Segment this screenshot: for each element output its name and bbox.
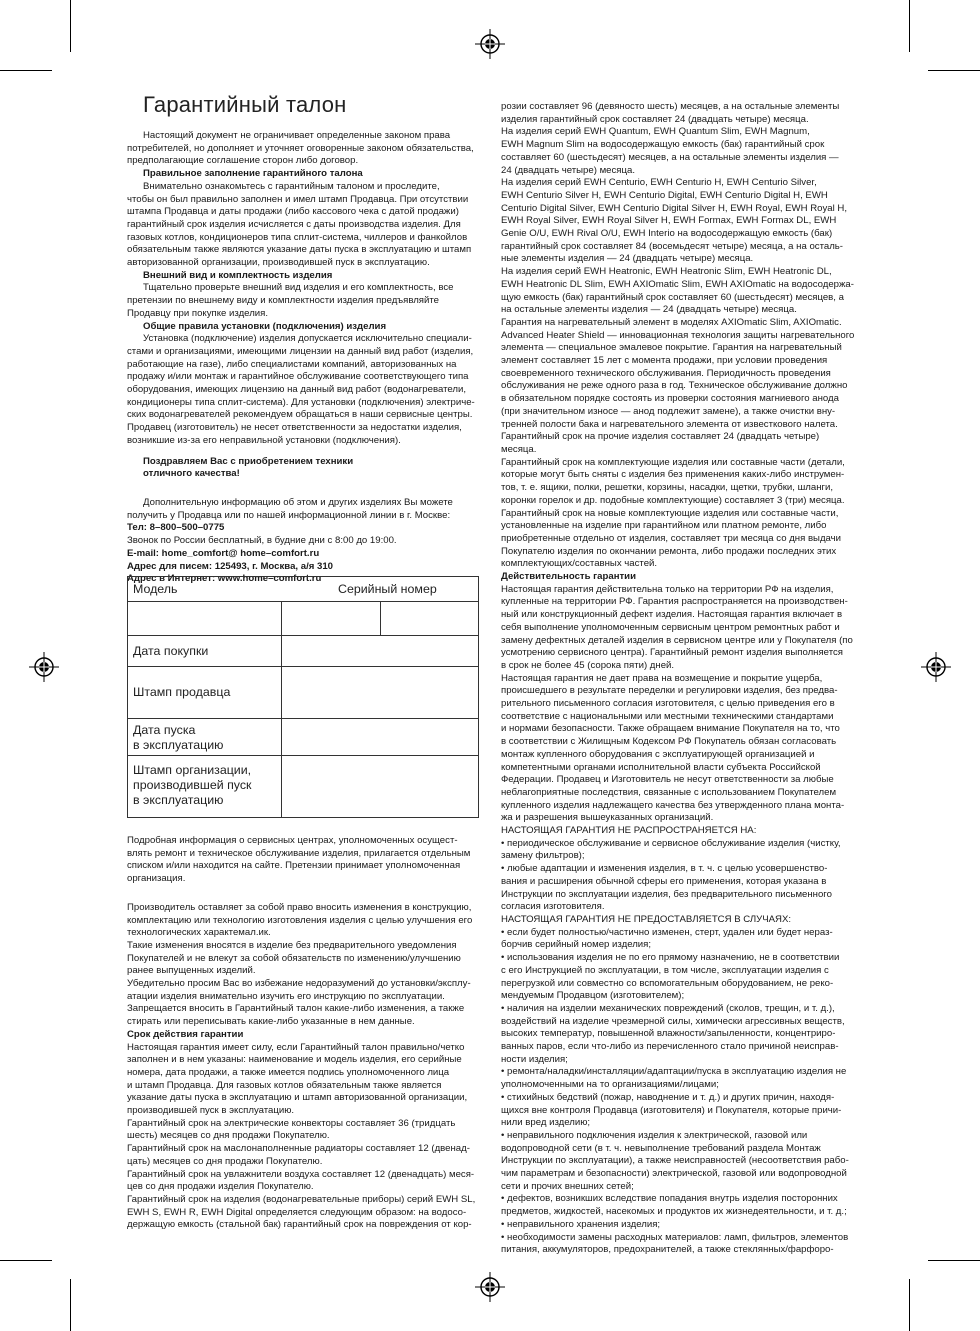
crop-mark [70, 1279, 71, 1331]
text-line: ванных паров, если что-либо из перечисленного стало причиной неиспрaв- [501, 1041, 839, 1053]
text-line: водопроводной сети (в т. ч. невыполнение требований раздела Монтаж [501, 1142, 821, 1154]
section-paragraph [127, 181, 479, 270]
section-heading: Внешний вид и комплектность изделия [143, 269, 333, 281]
text-line: Advanced Heater Shield — инновационная технология защиты нагревательного [501, 329, 855, 341]
text-line: • дефектов, возникших вследствие попадания внутрь изделия посторонних [501, 1193, 838, 1205]
serial-number-label: Серийный номер [338, 582, 437, 596]
seller-stamp-label: Штамп продавца [133, 685, 231, 699]
registration-mark-icon [29, 652, 59, 682]
text-line: продажу и/или монтаж и гарантийное обслуживание соответствующего типа [127, 371, 469, 383]
registration-mark-icon [475, 1272, 505, 1302]
text-line: ности изделия; [501, 1053, 568, 1065]
text-line: Гарантийный срок на увлажнители воздуха составляет 12 (двенадцать) меся- [127, 1168, 475, 1180]
text-line: высоких температур, повышенной влажности/запыленности, концентриро- [501, 1028, 836, 1040]
service-paragraph [127, 835, 479, 886]
text-line: получить у Продавца или по нашей информационной линии в г. Москве: [127, 509, 451, 521]
model-label: Модель [133, 582, 178, 596]
text-line: • использования изделия не по его прямому назначению, не в соответствии [501, 952, 840, 964]
email-address: E-mail: home_comfort@ home–comfort.ru [127, 547, 320, 559]
text-line: • периодическое обслуживание и сервисное обслуживание изделия (чистку, [501, 837, 841, 849]
crop-mark [0, 1260, 52, 1261]
text-line: Федерации. Продавец и Изготовитель не несут ответственности за любые [501, 774, 834, 786]
text-line: цев со дня продажи изделия Покупателю. [127, 1181, 314, 1193]
text-line: монтаж купленного оборудования с эксплуатирующей организацией и [501, 748, 815, 760]
registration-mark-icon [475, 29, 505, 59]
text-line: чим параметрам и безопасности) электрической, газовой или водопроводной [501, 1168, 847, 1180]
text-line: розии составляет 96 (девяносто шесть) месяцев, а на остальные элементы [501, 101, 840, 112]
text-line: Гарантия на нагревательный элемент в моделях AXIOmatic Slim, AXIOmatic. [501, 316, 842, 328]
left-column [127, 130, 479, 586]
text-line: заполнен и в нем указаны: наименование и модель изделия, его серийные [127, 1054, 462, 1066]
text-line: неблагоприятные последствия, связанные с использованием Покупателем [501, 786, 837, 798]
text-line: ранее выпущенных изделий. [127, 965, 256, 977]
text-line: На изделия серий EWH Quantum, EWH Quantum Slim, EWH Magnum, [501, 126, 810, 138]
text-line: авторизованной организации, производившей пуск в эксплуатацию. [127, 257, 430, 269]
text-line: • если будет полностью/частично изменен, стерт, удален или будет нераз- [501, 926, 833, 938]
text-line: • ремонта/наладки/инсталляции/адаптации/пуска в эксплуатацию изделия не [501, 1066, 847, 1078]
warranty-form-table [127, 576, 479, 818]
table-row [128, 756, 478, 817]
text-line: ный или конструкционный дефект изделия. Настоящая гарантия включает в [501, 609, 843, 621]
text-line: Инструкции по эксплуатации), а также неисправностей (несоответствия рабо- [501, 1155, 849, 1167]
phone-number: Тел: 8–800–500–0775 [127, 522, 225, 534]
section-heading: Срок действия гарантии [127, 1028, 244, 1040]
text-line: чтобы он был правильно заполнен и имел штамп Продавца. При отсутствии [127, 193, 469, 205]
crop-mark [928, 70, 980, 71]
registration-mark-icon [921, 652, 951, 682]
text-line: щихся вне контроля Продавца (изготовителя) и Покупателя, которые причи- [501, 1104, 842, 1116]
text-line: приобретенные отдельно от изделия, составляет три месяца со дня выдачи [501, 532, 842, 544]
table-row [128, 602, 478, 636]
text-line: Дополнительную информацию об этом и других изделиях Вы можете [143, 496, 453, 508]
org-stamp-label: Штамп организации, производившей пуск в эксплуатацию [133, 763, 252, 807]
text-line: возникшие из-за его неправильной установки (подключения). [127, 434, 401, 446]
intro-paragraph [127, 130, 479, 168]
text-line: ских водонагревателей рекомендуем обращаться в наши сервисные центры. [127, 409, 473, 421]
text-line: щую емкость (бак) гарантийный срок составляет 60 (шестьдесят) месяцев, а [501, 291, 844, 303]
text-line: Настоящая гарантия имеет силу, если Гарантийный талон правильно/четко [127, 1041, 465, 1053]
text-line: • любые адаптации и изменения изделия, в т. ч. с целью усовершенство- [501, 863, 828, 875]
warranty-exclusions-paragraph [501, 584, 853, 1257]
text-line: • неправильного хранения изделия; [501, 1218, 661, 1230]
text-line: Убедительно просим Вас во избежание недоразумений до установки/эксплу- [127, 978, 471, 990]
text-line: списком и/или находится на сайте. Претензии принимает уполномоченная [127, 860, 461, 872]
text-line: происшедшего в результате переделки и регулировки изделия, без предва- [501, 685, 838, 697]
text-line: предполагающие соглашение сторон либо договор. [127, 155, 359, 167]
text-line: замену фильтров); [501, 850, 585, 862]
congrats-line: отличного качества! [143, 468, 240, 480]
section-heading: Действительность гарантии [501, 571, 636, 583]
text-line: потребителей, но дополняет и уточняет оговоренные законом обязательства, [127, 142, 474, 154]
validity-paragraph [127, 1042, 479, 1233]
text-line: обязательным также являются указание даты пуска в эксплуатацию и штамп [127, 244, 472, 256]
text-line: На изделия серий EWH Centurio, EWH Centurio H, EWH Centurio Silver, [501, 177, 817, 189]
text-line: • неправильного подключения изделия к электрической, газовой или [501, 1129, 808, 1141]
text-line: в обязательном порядке состоять из проверки состояния магниевого анода [501, 393, 839, 405]
text-line: коронки горелок и др. подобные комплектующие) составляет 3 (три) месяца. [501, 494, 845, 506]
text-line: производившей пуск в эксплуатацию. [127, 1105, 295, 1117]
text-line: Покупателю изделия по окончании ремонта, либо продажи последних этих [501, 545, 837, 557]
text-line: жа и разрешения вышеуказанных организаций. [501, 812, 714, 824]
start-date-label: Дата пуска в эксплуатацию [133, 723, 224, 752]
text-line: оборудования, имеющих лицензию на данный вид работ (водонагреватели, [127, 384, 467, 396]
text-line: Производитель оставляет за собой право вносить изменения в конструкцию, [127, 901, 472, 913]
text-line: штампа Продавца и даты продажи (либо кассового чека с датой продажи) [127, 206, 459, 218]
text-line: борчив серийный номер изделия; [501, 939, 652, 951]
crop-mark [909, 1279, 910, 1331]
table-row [128, 577, 478, 602]
text-line: в соответствии с Жилищным Кодексом РФ Покупатель обязан согласовать [501, 736, 837, 748]
text-line: организация. [127, 873, 186, 885]
text-line: EWH Royal Silver, EWH Royal Silver H, EWH Formax, EWH Formax DL, EWH [501, 215, 837, 227]
text-line: установленные на изделие при гарантийном или платном ремонте, либо [501, 520, 827, 532]
text-line: на остальные элементы изделия — 24 (двадцать четыре) месяца. [501, 304, 797, 316]
section-paragraph [127, 282, 479, 320]
text-line: атации изделия внимательно изучить его инструкцию по эксплуатации. [127, 990, 445, 1002]
text-line: вания и расширения обычной сферы его применения, которая указана в [501, 875, 827, 887]
website-address: Адрес в Интернет: www.home–comfort.ru [127, 573, 322, 585]
text-line: указание даты пуска в эксплуатацию и штамп авторизованной организации, [127, 1092, 468, 1104]
text-line: Внимательно ознакомьтесь с гарантийным талоном и проследите, [143, 180, 440, 192]
text-line: замену дефектных деталей изделия в сервисном центре или у Покупателя (по [501, 634, 853, 646]
text-line: компетентными органами исполнительной власти субъекта Российской [501, 761, 821, 773]
text-line: месяца. [501, 443, 537, 455]
section-heading: Правильное заполнение гарантийного талона [143, 168, 363, 180]
text-line: цать) месяцев со дня продажи Покупателю. [127, 1155, 323, 1167]
text-line: Genie O/U, EWH Rival O/U, EWH Interio на водосодержащую емкость (бак) [501, 228, 833, 240]
text-line: НАСТОЯЩАЯ ГАРАНТИЯ НЕ ПРЕДОСТАВЛЯЕТСЯ В СЛУЧАЯХ: [501, 914, 792, 925]
text-line: Такие изменения вносятся в изделие без предварительного уведомления [127, 939, 457, 951]
text-line: соответствие с национальными или местными техническими стандартами [501, 710, 834, 722]
text-line: питания, аккумуляторов, предохранителей, а также стеклянных/фарфоро- [501, 1244, 834, 1256]
text-line: в срок не более 45 (сорока пяти) дней. [501, 659, 675, 671]
text-line: элемент составляет 15 лет с момента продажи, при условии проведения [501, 355, 828, 367]
text-line: Centurio Digital Silver, EWH Centurio Digital Silver H, EWH Royal, EWH Royal H, [501, 202, 847, 214]
text-line: Гарантийный срок на электрические конвекторы составляет 36 (тридцать [127, 1117, 456, 1129]
text-line: Подробная информация о сервисных центрах, уполномоченных осущест- [127, 835, 458, 846]
text-line: воздействий на изделие чрезмерной силы, химически агрессивных веществ, [501, 1015, 845, 1027]
crop-mark [0, 70, 52, 71]
text-line: Установка (подключение) изделия допускается исключительно специали- [143, 333, 472, 345]
text-line: На изделия серий EWH Heatronic, EWH Heatronic Slim, EWH Heatronic DL, [501, 266, 832, 278]
text-line: кондиционеры типа сплит-система). Для установки (подключения) электриче- [127, 396, 475, 408]
text-line: EWH Centurio Silver H, EWH Centurio Digital, EWH Centurio Digital H, EWH [501, 189, 828, 201]
text-line: своевременного технического обслуживания. Периодичность проведения [501, 367, 831, 379]
table-row [128, 636, 478, 667]
text-line: • необходимости замены расходных материалов: ламп, фильтров, элементов [501, 1231, 849, 1243]
text-line: EWH Magnum Slim на водосодержащую емкость (бак) гарантийный срок [501, 139, 825, 151]
text-line: усмотрению сервисного центра). Гарантийный ремонт изделия выполняется [501, 647, 843, 659]
table-row [128, 667, 478, 719]
text-line: Гарантийный срок на маслонаполненные радиаторы составляет 12 (двенад- [127, 1143, 470, 1155]
text-line: Тщательно проверьте внешний вид изделия и его комплектность, все [143, 282, 454, 294]
text-line: купленного изделия надлежащего качества без утвержденного плана монта- [501, 799, 845, 811]
section-paragraph [127, 333, 479, 447]
text-line: себя выполнение уполномоченным сервисным центром ремонтных работ и [501, 621, 840, 633]
text-line: элемента — специальное эмалевое покрытие. Гарантия на нагревательный [501, 342, 842, 354]
text-line: мендуемым Продавцом (изготовителем); [501, 990, 685, 1002]
text-line: предметов, жидкостей, насекомых и продуктов их жизнедеятельности, и т. д.; [501, 1206, 847, 1218]
text-line: Настоящий документ не ограничивает определенные законом права [143, 130, 451, 141]
text-line: претензии по внешнему виду и комплектности изделия предъявляйте [127, 295, 439, 307]
text-line: 24 (двадцать четыре) месяца. [501, 164, 635, 176]
text-line: • наличия на изделии механических повреждений (сколов, трещин, и т. д.), [501, 1002, 835, 1014]
text-line: газовых котлов, кондиционеров типа сплит-система, чиллеров и фанкойлов [127, 231, 468, 243]
text-line: Звонок по России бесплатный, в будние дни с 8:00 до 19:00. [127, 535, 397, 547]
text-line: номера, дата продажи, а также имеется подпись уполномоченного лица [127, 1066, 450, 1078]
purchase-date-label: Дата покупки [133, 644, 209, 658]
text-line: Продавцу при покупке изделия. [127, 307, 269, 319]
text-line: держащую емкость (стальной бак) гарантийный срок на повреждения от кор- [127, 1219, 472, 1231]
text-line: тренней полости бака и нагревательного элемента от известкового налета. [501, 418, 838, 430]
text-line: (при значительном износе — анод подлежит замене), а также очистки вну- [501, 405, 836, 417]
text-line: составляет 60 (шестьдесят) месяцев, а на остальные элементы изделия — [501, 151, 839, 163]
page-title: Гарантийный талон [143, 92, 347, 117]
text-line: Гарантийный срок на изделия (водонагревательные приборы) серий EWH SL, [127, 1193, 476, 1205]
text-line: шесть) месяцев со дня продажи Покупателю. [127, 1130, 330, 1142]
table-divider [281, 602, 282, 817]
text-line: гарантийный срок изделия исчисляется с даты производства изделия. Для [127, 218, 461, 230]
section-heading: Общие правила установки (подключения) изделия [143, 320, 387, 332]
text-line: тов, т. е. ящики, полки, решетки, корзины, насадки, щетки, трубки, шланги, [501, 482, 834, 494]
text-line: Инструкции по эксплуатации изделия, без предварительного письменного [501, 888, 832, 900]
text-line: ные элементы изделия — 24 (двадцать четыре) месяца. [501, 253, 754, 265]
right-column [501, 101, 853, 1257]
text-line: Настоящая гарантия не дает права на возмещение и покрытие ущерба, [501, 672, 823, 684]
table-divider [380, 602, 381, 636]
text-line: работающие на газе), либо специалистами компаний, авторизованных на [127, 358, 457, 370]
text-line: Продавец (изготовитель) не несет ответственности за недостатки изделия, [127, 422, 462, 434]
text-line: влять ремонт и техническое обслуживание изделия, прилагается отдельным [127, 847, 471, 859]
text-line: с его Инструкцией по эксплуатации, в том числе, эксплуатации изделия с [501, 964, 829, 976]
text-line: купленные на территории РФ. Гарантия распространяется на производствен- [501, 596, 848, 608]
text-line: сети и прочих внешних сетей; [501, 1180, 634, 1192]
text-line: изделия гарантийный срок составляет 24 (двадцать четыре) месяца. [501, 113, 809, 125]
text-line: Гарантийный срок на комплектующие изделия или составные части (детали, [501, 456, 845, 468]
text-line: перегрузкой или совместно со вспомогательным оборудованием, не реко- [501, 977, 834, 989]
text-line: согласия изготовителя. [501, 901, 605, 913]
text-line: EWH S, EWH R, EWH Digital определяется следующим образом: на водосо- [127, 1206, 467, 1218]
text-line: стирать или переписывать какие-либо указанные в нем данные. [127, 1016, 415, 1028]
contact-block [127, 497, 479, 586]
postal-address: Адрес для писем: 125493, г. Москва, а/я 310 [127, 560, 334, 572]
warranty-terms-paragraph [501, 101, 853, 571]
text-line: технологических характемал.ик. [127, 927, 271, 939]
crop-mark [909, 0, 910, 52]
text-line: Гарантийный срок на новые комплектующие изделия или составные части, [501, 507, 839, 519]
text-line: стами и организациями, имеющими лицензии на данный вид работ (изделия, [127, 345, 474, 357]
text-line: Настоящая гарантия действительна только на территории РФ на изделия, [501, 583, 834, 595]
crop-mark [70, 0, 71, 52]
congrats-line: Поздравляем Вас с приобретением техники [143, 455, 354, 467]
text-line: Гарантийный срок на прочие изделия составляет 24 (двадцать четыре) [501, 431, 820, 443]
text-line: НАСТОЯЩАЯ ГАРАНТИЯ НЕ РАСПРОСТРАНЯЕТСЯ НА: [501, 825, 757, 837]
congrats-block [127, 456, 479, 481]
manufacturer-paragraph [127, 902, 479, 1029]
text-line: и штамп Продавца. Для газовых котлов обязательным также является [127, 1079, 442, 1091]
text-line: обслуживания не реже одного раза в год. Техническое обслуживание должно [501, 380, 848, 392]
text-line: комплектацию или технологию изготовления изделия с целью улучшения его [127, 914, 473, 926]
text-line: EWH Heatronic DL Slim, EWH AXIOmatic Slim, EWH AXIOmatic на водосодержа- [501, 278, 854, 290]
text-line: которые могут быть сняты с изделия без применения каких-либо инструмен- [501, 469, 845, 481]
text-line: Запрещается вносить в Гарантийный талон какие-либо изменения, а также [127, 1003, 465, 1015]
text-line: • стихийных бедствий (пожар, наводнение и т. д.) и других причин, находя- [501, 1091, 835, 1103]
left-column-lower [127, 835, 479, 1232]
text-line: и нормами безопасности. Также обращаем внимание Покупателя на то, что [501, 723, 840, 735]
text-line: уполномоченными на то организациями/лицами; [501, 1079, 719, 1091]
text-line: рительного письменного согласия изготовителя, с целью приведения его в [501, 698, 835, 710]
text-line: гарантийный срок составляет 84 (восемьдесят четыре) месяца, а на осталь- [501, 240, 843, 252]
crop-mark [928, 1260, 980, 1261]
text-line: Покупателей и не влекут за собой обязательств по изменению/улучшению [127, 952, 461, 964]
table-row [128, 719, 478, 756]
text-line: нили вред изделию; [501, 1117, 591, 1129]
text-line: комплектующих/составных частей. [501, 558, 658, 570]
